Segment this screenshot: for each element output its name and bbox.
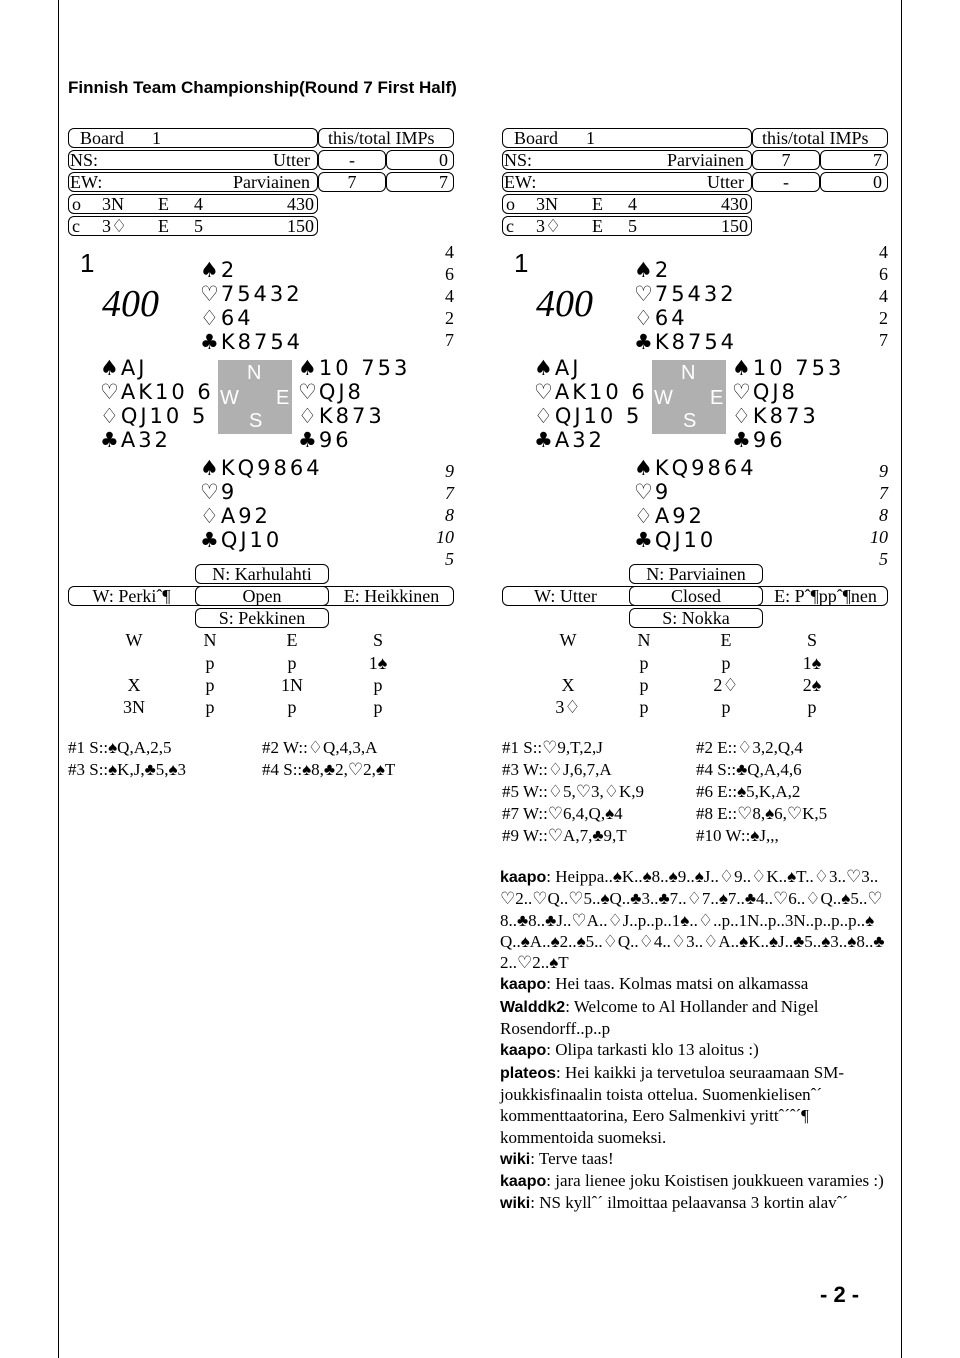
ew-total: 7 xyxy=(439,172,448,192)
chat-text: Hei taas. Kolmas matsi on alkamassa xyxy=(555,974,809,994)
diamond-icon: ♢ xyxy=(200,306,219,330)
chat-user: plateos xyxy=(500,1064,557,1082)
tricks-diamonds: 2 xyxy=(445,308,454,328)
club-icon: ♣ xyxy=(634,330,653,354)
west-hearts: ♡AK10 6 xyxy=(534,380,648,404)
ns-row xyxy=(502,150,888,170)
compass-north: N xyxy=(247,362,262,384)
spade-icon: ♠ xyxy=(200,258,219,282)
club-icon: ♣ xyxy=(200,330,219,354)
trick-9: #9 W::♡A,7,♣9,T xyxy=(502,826,627,845)
tricks-nt: 4 xyxy=(445,242,454,262)
south-player: S: Pekkinen xyxy=(218,608,306,628)
bid: p xyxy=(721,653,731,673)
club-icon: ♣ xyxy=(534,428,553,452)
bid: p xyxy=(721,697,731,717)
trick-2: #2 W::♢Q,4,3,A xyxy=(262,738,378,757)
bid: 1N xyxy=(281,675,303,695)
imps-label: this/total IMPs xyxy=(762,128,869,148)
imps-label: this/total IMPs xyxy=(328,128,435,148)
result-score: 150 xyxy=(721,216,748,236)
chat-text: jara lienee joku Koistisen joukkueen varamies :) xyxy=(555,1171,884,1191)
board-header-row xyxy=(68,128,454,148)
spade-icon: ♠ xyxy=(534,356,553,380)
board-label: Board xyxy=(80,128,124,148)
ew-tricks-column xyxy=(870,460,888,570)
diamond-icon: ♢ xyxy=(100,404,119,428)
heart-icon: ♡ xyxy=(200,480,219,504)
south-diamonds: ♢A92 xyxy=(200,504,271,528)
heart-icon: ♡ xyxy=(634,480,653,504)
tricks-spades: 7 xyxy=(879,483,888,503)
result-score: 430 xyxy=(287,194,314,214)
board-number: 1 xyxy=(586,128,595,148)
chat-message: kaapo: jara lienee joku Koistisen joukkueen varamies :) xyxy=(500,1171,884,1191)
trick-8: #8 E::♡8,♠6,♡K,5 xyxy=(696,804,828,823)
club-icon: ♣ xyxy=(100,428,119,452)
result-tricks: 5 xyxy=(628,216,637,236)
chat-text: Olipa tarkasti klo 13 aloitus :) xyxy=(555,1040,759,1060)
east-hearts: ♡QJ8 xyxy=(298,380,364,404)
chat-user: kaapo xyxy=(500,1173,547,1191)
bid: p xyxy=(287,697,297,717)
bid: 3♢ xyxy=(555,697,581,717)
trick-7: #7 W::♡6,4,Q,♠4 xyxy=(502,804,623,823)
bid-header-e: E xyxy=(720,630,732,650)
west-player: W: Utter xyxy=(534,586,597,606)
club-icon: ♣ xyxy=(298,428,317,452)
ew-team: Parviainen xyxy=(233,172,310,192)
chat-user: wiki xyxy=(500,1195,531,1213)
result-room: o xyxy=(72,194,81,214)
result-room: c xyxy=(72,216,80,236)
trick-5: #5 W::♢5,♡3,♢K,9 xyxy=(502,782,645,801)
board-label: Board xyxy=(514,128,558,148)
ew-label: EW: xyxy=(504,172,537,192)
south-player: S: Nokka xyxy=(662,608,730,628)
compass-west: W xyxy=(654,387,673,409)
south-hand xyxy=(200,456,323,552)
bid: 1♠ xyxy=(802,653,822,673)
north-clubs: ♣K8754 xyxy=(200,330,304,354)
ns-team: Parviainen xyxy=(667,150,744,170)
trick-1: #1 S::♡9,T,2,J xyxy=(502,738,603,757)
west-player: W: Perkiˆ¶ xyxy=(92,586,171,606)
page-title: Finnish Team Championship(Round 7 First Half) xyxy=(68,78,457,97)
club-icon: ♣ xyxy=(634,528,653,552)
compass-south: S xyxy=(683,410,697,432)
north-hearts: ♡75432 xyxy=(634,282,737,306)
north-player: N: Karhulahti xyxy=(212,564,312,584)
board-header-row xyxy=(502,128,888,148)
club-icon: ♣ xyxy=(732,428,751,452)
result-room: o xyxy=(506,194,515,214)
west-spades: ♠AJ xyxy=(100,356,148,380)
south-clubs: ♣QJ10 xyxy=(634,528,717,552)
ew-total: 0 xyxy=(873,172,882,192)
compass xyxy=(218,360,292,434)
north-hand xyxy=(634,258,737,354)
result-declarer: E xyxy=(592,216,603,236)
north-player-row xyxy=(502,564,888,584)
bid: p xyxy=(205,653,215,673)
south-player-row xyxy=(68,608,454,628)
trick-2: #2 E::♢3,2,Q,4 xyxy=(696,738,803,757)
chat-message: plateos: Hei kaikki ja tervetuloa seuraamaan SM-joukkisfinaalin toista ottelua. Suomenkielisenˆ´ kommenttaatorina, Eero Salmenkivi yrittˆ´ˆ´¶ kommentoida suomeksi. xyxy=(500,1062,844,1147)
ew-label: EW: xyxy=(70,172,103,192)
tricks-nt: 9 xyxy=(879,461,888,481)
tricks-spades: 6 xyxy=(445,264,454,284)
result-contract: 3♢ xyxy=(536,216,562,236)
board-number: 1 xyxy=(152,128,161,148)
east-player: E: Pˆ¶ppˆ¶nen xyxy=(774,586,877,606)
east-diamonds: ♢K873 xyxy=(732,404,819,428)
bid: p xyxy=(373,675,383,695)
ew-team: Utter xyxy=(707,172,744,192)
result-contract: 3N xyxy=(536,194,558,214)
south-spades: ♠KQ9864 xyxy=(200,456,323,480)
trick-3: #3 S::♠K,J,♣5,♠3 xyxy=(68,760,187,779)
east-player: E: Heikkinen xyxy=(343,586,440,606)
bid: 2♠ xyxy=(802,675,822,695)
result-tricks: 4 xyxy=(628,194,637,214)
tricks-hearts: 8 xyxy=(445,505,454,525)
west-diamonds: ♢QJ10 5 xyxy=(100,404,209,428)
ns-total: 0 xyxy=(439,150,448,170)
north-diamonds: ♢64 xyxy=(634,306,688,330)
ns-label: NS: xyxy=(504,150,533,170)
tricks-clubs: 5 xyxy=(879,549,888,569)
east-clubs: ♣96 xyxy=(298,428,352,452)
deal-board-number: 1 xyxy=(514,248,529,278)
west-clubs: ♣A32 xyxy=(100,428,171,452)
bid-header-w: W xyxy=(559,630,577,650)
deal-score: 400 xyxy=(536,283,593,325)
spade-icon: ♠ xyxy=(100,356,119,380)
chat-text: Heippa..♠K..♠8..♠9..♠J..♢9..♢K..♠T..♢3..♡3..♡2..♡Q..♡5..♠Q..♣3..♣7..♢7..♠7..♣4..♡6..♢Q..♠5..♡8..♣8..♣J..♡A..♢J..p..p..1♠..♢..p..1N..p..3N..p..p..p..♠Q..♠A..♠2..♠5..♢Q..♢4..♢3..♢A..♠K..♠J..♣5..♠3..♠8..♣2..♡2..♠T xyxy=(500,867,885,973)
chat-text: Hei kaikki ja tervetuloa seuraamaan SM-joukkisfinaalin toista ottelua. Suomenkielisenˆ´ kommenttaatorina, Eero Salmenkivi yrittˆ´ˆ´¶ kommentoida suomeksi. xyxy=(500,1062,844,1147)
heart-icon: ♡ xyxy=(732,380,751,404)
west-spades: ♠AJ xyxy=(534,356,582,380)
room-name: Closed xyxy=(670,586,721,606)
compass-south: S xyxy=(249,410,263,432)
bid: p xyxy=(639,653,649,673)
tricks-clubs: 7 xyxy=(445,330,454,350)
ns-tricks-column xyxy=(879,241,888,351)
chat-user: kaapo xyxy=(500,1042,547,1060)
bid: X xyxy=(127,675,141,695)
west-diamonds: ♢QJ10 5 xyxy=(534,404,643,428)
chat-message: Walddk2: Welcome to Al Hollander and Nigel Rosendorff..p..p xyxy=(500,996,819,1039)
result-declarer: E xyxy=(158,216,169,236)
diamond-icon: ♢ xyxy=(732,404,751,428)
north-spades: ♠2 xyxy=(634,258,672,282)
trick-1: #1 S::♠Q,A,2,5 xyxy=(68,738,172,757)
west-east-player-row xyxy=(502,586,888,606)
east-hand xyxy=(298,356,410,452)
ew-imps: - xyxy=(783,172,789,192)
south-diamonds: ♢A92 xyxy=(634,504,705,528)
east-clubs: ♣96 xyxy=(732,428,786,452)
ns-imps: 7 xyxy=(781,150,791,170)
bid-header-e: E xyxy=(286,630,298,650)
spade-icon: ♠ xyxy=(732,356,751,380)
play-list-open xyxy=(68,737,396,781)
room-name: Open xyxy=(242,586,282,606)
heart-icon: ♡ xyxy=(200,282,219,306)
closed-result-row xyxy=(68,216,454,236)
open-result-row xyxy=(68,194,454,214)
diamond-icon: ♢ xyxy=(200,504,219,528)
chat-text: Terve taas! xyxy=(538,1148,614,1168)
north-clubs: ♣K8754 xyxy=(634,330,738,354)
club-icon: ♣ xyxy=(200,528,219,552)
diamond-icon: ♢ xyxy=(634,306,653,330)
bid: 3N xyxy=(123,697,145,717)
tricks-hearts: 4 xyxy=(879,286,888,306)
diamond-icon: ♢ xyxy=(634,504,653,528)
bid-header-w: W xyxy=(125,630,143,650)
tricks-diamonds: 10 xyxy=(870,527,888,547)
compass-east: E xyxy=(276,387,290,409)
north-spades: ♠2 xyxy=(200,258,238,282)
tricks-spades: 6 xyxy=(879,264,888,284)
west-hand xyxy=(100,356,214,452)
tricks-spades: 7 xyxy=(445,483,454,503)
spade-icon: ♠ xyxy=(298,356,317,380)
north-player-row xyxy=(68,564,454,584)
bid: p xyxy=(373,697,383,717)
bid: p xyxy=(287,653,297,673)
south-clubs: ♣QJ10 xyxy=(200,528,283,552)
east-diamonds: ♢K873 xyxy=(298,404,385,428)
result-contract: 3♢ xyxy=(102,216,128,236)
compass xyxy=(652,360,726,434)
ew-imps: 7 xyxy=(347,172,357,192)
result-room: c xyxy=(506,216,514,236)
west-hand xyxy=(534,356,648,452)
tricks-diamonds: 10 xyxy=(436,527,454,547)
deal-board-number: 1 xyxy=(80,248,95,278)
result-tricks: 4 xyxy=(194,194,203,214)
south-hearts: ♡9 xyxy=(200,480,238,504)
compass-west: W xyxy=(220,387,239,409)
tricks-clubs: 7 xyxy=(879,330,888,350)
chat-text: Welcome to Al Hollander and Nigel Rosendorff..p..p xyxy=(500,996,819,1039)
bid-header-n: N xyxy=(637,630,651,650)
compass-east: E xyxy=(710,387,724,409)
spade-icon: ♠ xyxy=(200,456,219,480)
bid-header-s: S xyxy=(806,630,817,650)
ns-imps: - xyxy=(349,150,355,170)
trick-4: #4 S::♣Q,A,4,6 xyxy=(696,760,802,779)
bid-header-n: N xyxy=(203,630,217,650)
east-hearts: ♡QJ8 xyxy=(732,380,798,404)
board-panel-closed xyxy=(502,128,888,728)
trick-4: #4 S::♠8,♣2,♡2,♠T xyxy=(262,760,396,779)
west-clubs: ♣A32 xyxy=(534,428,605,452)
east-hand xyxy=(732,356,844,452)
spade-icon: ♠ xyxy=(634,456,653,480)
result-declarer: E xyxy=(158,194,169,214)
bid: p xyxy=(807,697,817,717)
chat-user: kaapo xyxy=(500,869,547,886)
south-spades: ♠KQ9864 xyxy=(634,456,757,480)
bid: p xyxy=(205,697,215,717)
heart-icon: ♡ xyxy=(634,282,653,306)
compass-north: N xyxy=(681,362,696,384)
north-hand xyxy=(200,258,303,354)
heart-icon: ♡ xyxy=(298,380,317,404)
west-hearts: ♡AK10 6 xyxy=(100,380,214,404)
chat-user: Walddk2 xyxy=(500,998,566,1016)
chat-message: kaapo: Heippa..♠K..♠8..♠9..♠J..♢9..♢K..♠T..♢3..♡3..♡2..♡Q..♡5..♠Q..♣3..♣7..♢7..♠7..♣4..♡6..♢Q..♠5..♡8..♣8..♣J..♡A..♢J..p..p..1♠..♢..p..1N..p..3N..p..p..p..♠Q..♠A..♠2..♠5..♢Q..♢4..♢3..♢A..♠K..♠J..♣5..♠3..♠8..♣2..♡2..♠T xyxy=(500,867,885,973)
bid: 1♠ xyxy=(368,653,388,673)
chat-text: NS kyllˆ´ ilmoittaa pelaavansa 3 kortin alavˆ´ xyxy=(539,1193,848,1213)
ns-label: NS: xyxy=(70,150,99,170)
play-list-closed xyxy=(502,737,828,847)
trick-6: #6 E::♠5,K,A,2 xyxy=(696,782,801,801)
tricks-diamonds: 2 xyxy=(879,308,888,328)
bid: p xyxy=(639,697,649,717)
ns-tricks-column xyxy=(445,241,454,351)
board-panel-open xyxy=(68,128,454,728)
south-hearts: ♡9 xyxy=(634,480,672,504)
chat-user: wiki xyxy=(500,1150,531,1168)
spade-icon: ♠ xyxy=(634,258,653,282)
tricks-hearts: 4 xyxy=(445,286,454,306)
result-contract: 3N xyxy=(102,194,124,214)
north-player: N: Parviainen xyxy=(646,564,746,584)
ew-row xyxy=(502,172,888,192)
closed-result-row xyxy=(502,216,888,236)
page-number: - 2 - xyxy=(820,1282,860,1307)
chat-message: kaapo: Olipa tarkasti klo 13 aloitus :) xyxy=(500,1040,759,1060)
open-result-row xyxy=(502,194,888,214)
result-score: 430 xyxy=(721,194,748,214)
result-score: 150 xyxy=(287,216,314,236)
chat-message: wiki: Terve taas! xyxy=(500,1148,614,1168)
ns-total: 7 xyxy=(873,150,882,170)
bid: X xyxy=(561,675,575,695)
chat-user: kaapo xyxy=(500,976,547,994)
bid: 2♢ xyxy=(713,675,739,695)
heart-icon: ♡ xyxy=(534,380,553,404)
west-east-player-row xyxy=(68,586,454,606)
ns-row xyxy=(68,150,454,170)
east-spades: ♠10 753 xyxy=(298,356,411,380)
south-hand xyxy=(634,456,757,552)
ns-team: Utter xyxy=(273,150,310,170)
south-player-row xyxy=(502,608,888,628)
heart-icon: ♡ xyxy=(100,380,119,404)
bid: p xyxy=(205,675,215,695)
bid-header-s: S xyxy=(372,630,383,650)
tricks-clubs: 5 xyxy=(445,549,454,569)
ew-tricks-column xyxy=(436,460,454,570)
trick-10: #10 W::♠J,,, xyxy=(696,826,779,845)
tricks-nt: 9 xyxy=(445,461,454,481)
bid: p xyxy=(639,675,649,695)
deal-score: 400 xyxy=(102,283,159,325)
chat-message: wiki: NS kyllˆ´ ilmoittaa pelaavansa 3 kortin alavˆ´ xyxy=(500,1193,848,1213)
result-tricks: 5 xyxy=(194,216,203,236)
tricks-hearts: 8 xyxy=(879,505,888,525)
tricks-nt: 4 xyxy=(879,242,888,262)
result-declarer: E xyxy=(592,194,603,214)
diamond-icon: ♢ xyxy=(298,404,317,428)
diamond-icon: ♢ xyxy=(534,404,553,428)
commentary-log xyxy=(500,866,892,1215)
north-hearts: ♡75432 xyxy=(200,282,303,306)
trick-3: #3 W::♢J,6,7,A xyxy=(502,760,612,779)
north-diamonds: ♢64 xyxy=(200,306,254,330)
ew-row xyxy=(68,172,454,192)
east-spades: ♠10 753 xyxy=(732,356,845,380)
chat-message: kaapo: Hei taas. Kolmas matsi on alkamassa xyxy=(500,974,809,994)
